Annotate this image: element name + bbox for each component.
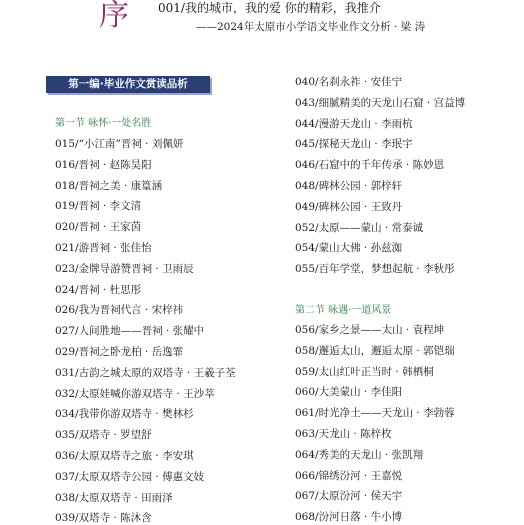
toc-entry[interactable]: 056/家乡之景——太山 · 袁程坤 — [295, 324, 445, 336]
toc-entry[interactable]: 060/大美蒙山 · 李佳阳 — [295, 386, 403, 399]
toc-entry[interactable]: 063/天龙山 · 陈梓枚 — [295, 428, 392, 440]
chapter-banner: 第一编·毕业作文赏读品析 — [46, 76, 210, 93]
toc-entry[interactable]: 052/太原——蒙山 · 常泰诚 — [295, 221, 424, 234]
toc-entry[interactable]: 029/晋祠之卧龙柏 · 岳逸霏 — [55, 346, 184, 358]
toc-entry[interactable]: 043/细腻精美的天龙山石窟 · 宫益博 — [295, 96, 466, 109]
toc-entry[interactable]: 031/古韵之城太原的双塔寺 · 王羲子荃 — [55, 366, 236, 379]
toc-entry[interactable]: 049/碑林公园 · 王致丹 — [295, 200, 403, 213]
toc-entry[interactable]: 019/晋祠 · 李文清 — [55, 200, 142, 213]
toc-entry[interactable]: 061/时光净土——天龙山 · 李勃蓉 — [295, 407, 455, 420]
toc-entry[interactable]: 039/双塔寺 · 陈沐含 — [55, 512, 152, 525]
toc-entry[interactable]: 024/晋祠 · 杜思彤 — [55, 283, 142, 296]
toc-entry[interactable]: 034/我带你游双塔寺 · 樊林杉 — [55, 408, 194, 421]
toc-entry[interactable]: 059/太山红叶正当时 · 韩栖桐 — [295, 365, 434, 378]
toc-entry[interactable]: 038/太原双塔寺 · 田雨泽 — [55, 491, 173, 504]
toc-entry[interactable]: 026/我为晋祠代言 · 宋梓祎 — [55, 304, 184, 317]
preface-header — [0, 0, 524, 44]
toc-entry[interactable]: 040/名刹永祚 · 安佳宁 — [295, 76, 403, 88]
toc-entry[interactable]: 037/太原双塔寺公园 · 傅惠文妓 — [55, 470, 205, 483]
preface-subtitle: ——2024年太原市小学语文毕业作文分析 · 梁 涛 — [196, 21, 426, 33]
toc-entry[interactable]: 036/太原双塔寺之旅 · 李安琪 — [55, 450, 194, 462]
section-title: 第二节 咏遇·一道风景 — [295, 305, 392, 316]
toc-entry[interactable]: 054/蒙山大佛 · 孙兹洳 — [295, 242, 403, 255]
toc-entry[interactable]: 032/太原娃喊你游双塔寺 · 王沙莘 — [55, 387, 215, 400]
toc-entry[interactable]: 015/“小江南”晋祠 · 刘佩妍 — [55, 138, 184, 150]
preface-title[interactable]: 001/我的城市，我的爱 你的精彩，我推介 — [158, 1, 381, 15]
toc-entry[interactable]: 068/汾河日落 · 牛小博 — [295, 511, 403, 524]
toc-entry[interactable]: 044/漫游天龙山 · 李雨杭 — [295, 117, 413, 130]
toc-entry[interactable]: 023/金牌导游赞晋祠 · 卫雨辰 — [55, 262, 194, 275]
section-title: 第一节 咏怀·一处名胜 — [55, 118, 152, 129]
toc-entry[interactable]: 020/晋祠 · 王家茵 — [55, 221, 142, 234]
toc-entry[interactable]: 055/百年学堂，梦想起航 · 李秋彤 — [295, 263, 455, 276]
toc-entry[interactable]: 066/锦绣汾河 · 王嘉悦 — [295, 469, 403, 482]
toc-entry[interactable]: 048/碑林公园 · 郭梓轩 — [295, 180, 403, 192]
toc-entry[interactable]: 064/秀美的天龙山 · 张凯翔 — [295, 448, 424, 461]
toc-entry[interactable]: 016/晋祠 · 赵陈昊阳 — [55, 158, 152, 171]
toc-entry[interactable]: 046/石窟中的千年传承 · 陈妙恩 — [295, 159, 445, 172]
toc-entry[interactable]: 035/双塔寺 · 罗望舒 — [55, 429, 152, 442]
toc-entry[interactable]: 045/探秘天龙山 · 李珉宇 — [295, 138, 413, 151]
preface-char: 序 — [99, 0, 129, 33]
toc-entry[interactable]: 021/游晋祠 · 张佳怡 — [55, 242, 152, 254]
toc-entry[interactable]: 067/太原汾河 · 侯天宇 — [295, 490, 403, 503]
toc-entry[interactable]: 027/人间胜地——晋祠 · 张耀中 — [55, 325, 205, 338]
toc-entry[interactable]: 018/晋祠之美 · 康篁涵 — [55, 179, 163, 192]
toc-entry[interactable]: 058/邂逅太山，邂逅太原 · 郭铠瑞 — [295, 344, 455, 357]
